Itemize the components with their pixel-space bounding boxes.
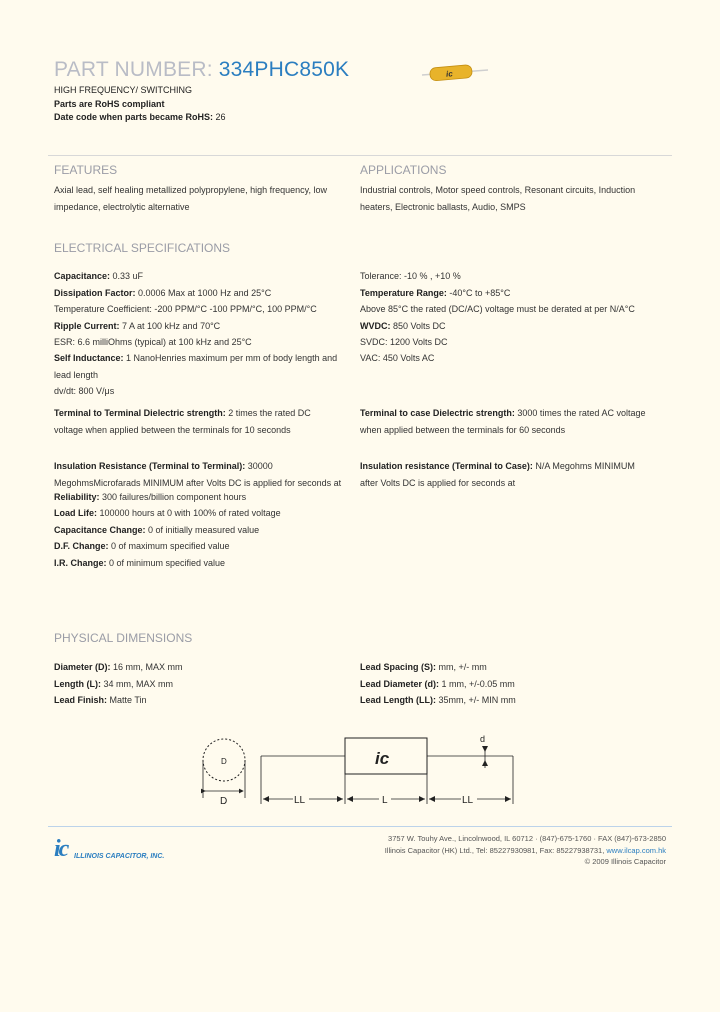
footer-hk-text: Illinois Capacitor (HK) Ltd., Tel: 85227930981, Fax: 85227938731,: [384, 846, 607, 855]
spec-wvdc: [360, 321, 446, 331]
body-logo: ic: [375, 749, 390, 768]
header-line-1: HIGH FREQUENCY/ SWITCHING: [54, 85, 193, 95]
spec-label: Temperature Coefficient:: [54, 304, 152, 314]
spec-label: Terminal to case Dielectric strength:: [360, 408, 515, 418]
spec-t2c-dielectric: [360, 405, 660, 438]
spec-capacitance-change: [54, 525, 259, 535]
spec-value: -40°C to +85°C: [446, 288, 511, 298]
spec-value: 34 mm, MAX mm: [100, 679, 173, 689]
spec-label: Reliability:: [54, 492, 100, 502]
spec-load-life: [54, 508, 281, 518]
dim-length: [54, 679, 173, 689]
spec-value: mm, +/- mm: [436, 662, 487, 672]
electrical-heading: ELECTRICAL SPECIFICATIONS: [54, 241, 231, 255]
title-prefix: PART NUMBER:: [54, 58, 219, 81]
spec-tolerance: [360, 271, 461, 281]
rohs-compliant: Parts are RoHS compliant: [54, 99, 165, 109]
spec-value: 0.0006 Max at 1000 Hz and 25°C: [135, 288, 272, 298]
applications-text: Industrial controls, Motor speed controls, Resonant circuits, Induction heaters, Electronic ballasts, Audio, SMPS: [360, 185, 636, 212]
logo-text: ILLINOIS CAPACITOR, INC.: [74, 853, 165, 860]
dim-label-small-d: d: [480, 734, 486, 744]
rohs-date-value: 26: [213, 112, 226, 122]
dim-label-l: L: [382, 795, 388, 806]
spec-label: Load Life:: [54, 508, 97, 518]
spec-dissipation: [54, 288, 271, 298]
dim-lead-length: [360, 695, 516, 705]
dim-lead-finish: [54, 695, 147, 705]
features-heading: FEATURES: [54, 163, 118, 177]
spec-value: N/A Megohms MINIMUM after Volts DC is applied for seconds at: [360, 461, 635, 488]
spec-svdc: SVDC: 1200 Volts DC: [360, 337, 448, 347]
spec-value: 2 times the rated DC voltage when applied between the terminals for 10 seconds: [54, 408, 311, 435]
capacitor-logo: ic: [445, 69, 454, 79]
spec-label: Lead Length (LL):: [360, 695, 436, 705]
rohs-date-label: Date code when parts became RoHS:: [54, 112, 214, 122]
spec-value: 16 mm, MAX mm: [110, 662, 183, 672]
spec-temp-coefficient: [54, 304, 317, 314]
dimension-diagram: [195, 728, 525, 813]
spec-value: 30000 MegohmsMicrofarads MINIMUM after Volts DC is applied for seconds at: [54, 461, 342, 488]
spec-df-change: [54, 541, 230, 551]
footer-divider: [48, 826, 672, 827]
spec-value: 850 Volts DC: [390, 321, 446, 331]
spec-reliability: [54, 492, 246, 502]
spec-ripple-current: [54, 321, 220, 331]
spec-value: 1 NanoHenries maximum per mm of body length and lead length: [54, 353, 338, 380]
spec-dvdt: dv/dt: 800 V/μs: [54, 386, 115, 396]
page-title: [54, 58, 349, 82]
spec-insulation-resistance: [54, 458, 344, 491]
part-number: 334PHC850K: [218, 58, 350, 81]
spec-value: 35mm, +/- MIN mm: [436, 695, 516, 705]
dim-label-ll-left: LL: [294, 795, 306, 806]
spec-label: Insulation Resistance (Terminal to Terminal):: [54, 461, 246, 471]
spec-label: I.R. Change:: [54, 558, 107, 568]
spec-value: 3000 times the rated AC voltage when applied between the terminals for 60 seconds: [360, 408, 646, 435]
spec-t2t-dielectric: [54, 405, 339, 438]
spec-label: Diameter (D):: [54, 662, 111, 672]
dim-lead-spacing: [360, 662, 487, 672]
spec-value: 300 failures/billion component hours: [99, 492, 247, 502]
spec-value: 6.6 milliOhms (typical) at 100 kHz and 25°C: [75, 337, 252, 347]
header-line-2: [54, 99, 165, 109]
spec-label: D.F. Change:: [54, 541, 109, 551]
spec-label: ESR:: [54, 337, 76, 347]
spec-value: Matte Tin: [107, 695, 147, 705]
spec-vac: VAC: 450 Volts AC: [360, 353, 435, 363]
spec-value: 7 A at 100 kHz and 70°C: [119, 321, 221, 331]
spec-label: Ripple Current:: [54, 321, 120, 331]
spec-value: 0 of minimum specified value: [106, 558, 226, 568]
footer-hk-contact: [385, 846, 666, 855]
spec-value: -10 % , +10 %: [401, 271, 461, 281]
spec-value: 1 mm, +/-0.05 mm: [439, 679, 515, 689]
spec-ir-change: [54, 558, 225, 568]
applications-heading: APPLICATIONS: [360, 163, 447, 177]
spec-label: Lead Diameter (d):: [360, 679, 440, 689]
spec-label: Terminal to Terminal Dielectric strength:: [54, 408, 226, 418]
footer-website-link[interactable]: www.ilcap.com.hk: [606, 846, 666, 855]
dim-label-ll-right: LL: [462, 795, 474, 806]
spec-label: Capacitance:: [54, 271, 111, 281]
spec-value: 0.33 uF: [110, 271, 144, 281]
spec-self-inductance: [54, 350, 339, 383]
spec-label: Self Inductance:: [54, 353, 124, 363]
dim-lead-diameter: [360, 679, 515, 689]
spec-value: -200 PPM/°C -100 PPM/°C, 100 PPM/°C: [151, 304, 317, 314]
spec-label: WVDC:: [360, 321, 391, 331]
spec-label: Capacitance Change:: [54, 525, 146, 535]
divider: [48, 155, 672, 156]
spec-capacitance: [54, 271, 143, 281]
footer-address: 3757 W. Touhy Ave., Lincolnwood, IL 60712 · (847)-675-1760 · FAX (847)-673-2850: [388, 834, 666, 843]
spec-esr: [54, 337, 252, 347]
spec-label: Lead Finish:: [54, 695, 108, 705]
spec-derating: Above 85°C the rated (DC/AC) voltage must be derated at per N/A°C: [360, 304, 635, 314]
spec-label: Temperature Range:: [360, 288, 447, 298]
physical-heading: PHYSICAL DIMENSIONS: [54, 631, 193, 645]
footer-copyright: © 2009 Illinois Capacitor: [584, 857, 666, 866]
spec-label: Insulation resistance (Terminal to Case):: [360, 461, 533, 471]
spec-label: Lead Spacing (S):: [360, 662, 437, 672]
dim-label-d: D: [220, 796, 228, 807]
spec-value: 100000 hours at 0 with 100% of rated voltage: [97, 508, 281, 518]
circle-label: D: [221, 757, 227, 766]
logo-ic: ic: [54, 836, 68, 862]
dim-diameter: [54, 662, 183, 672]
company-logo: [54, 836, 174, 866]
spec-label: Length (L):: [54, 679, 101, 689]
capacitor-image: [420, 62, 490, 84]
spec-value: 0 of initially measured value: [145, 525, 260, 535]
spec-insulation-resistance-case: [360, 458, 650, 491]
spec-temp-range: [360, 288, 510, 298]
features-text: Axial lead, self healing metallized polypropylene, high frequency, low impedance, electrolytic alternative: [54, 185, 327, 212]
spec-label: Tolerance:: [360, 271, 402, 281]
spec-label: Dissipation Factor:: [54, 288, 136, 298]
header-line-3: [54, 112, 226, 122]
spec-value: 0 of maximum specified value: [108, 541, 230, 551]
